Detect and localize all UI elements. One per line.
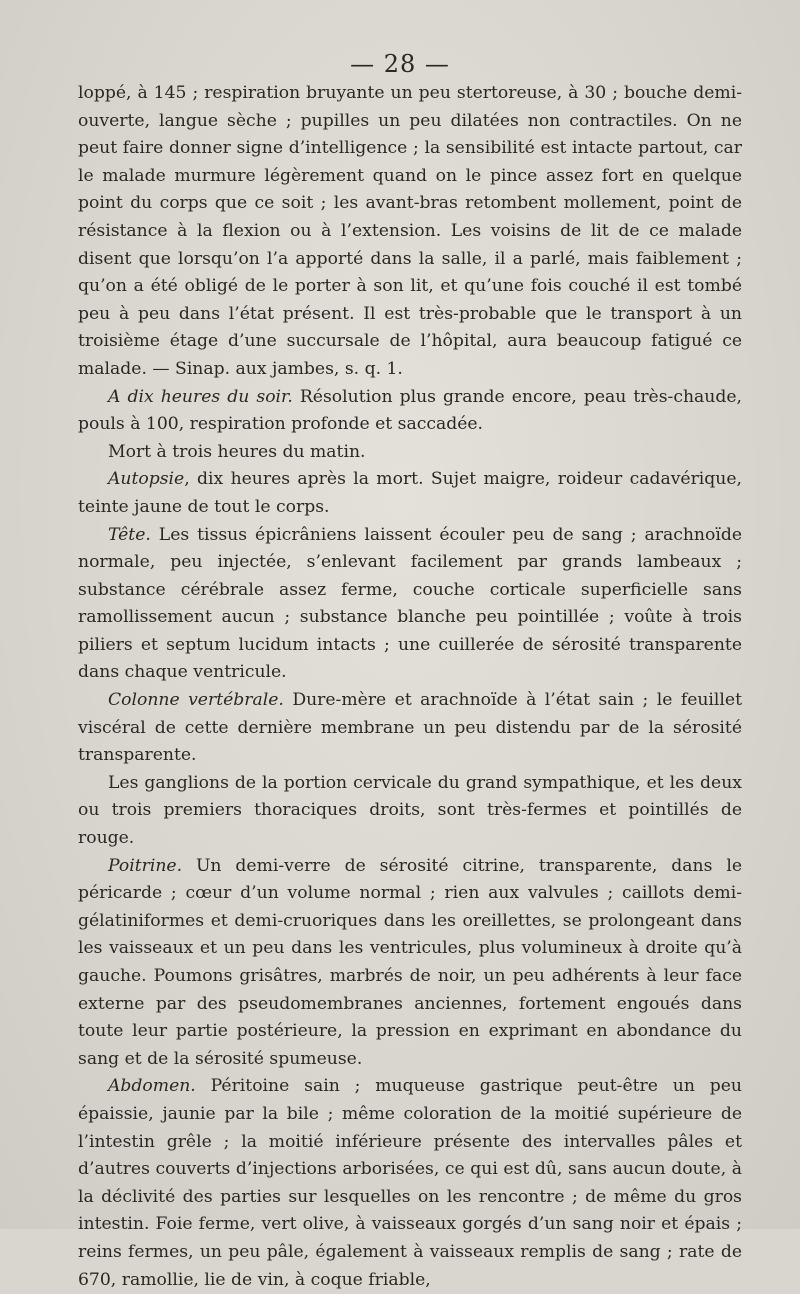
paragraph-lead: Autopsie <box>108 469 185 490</box>
paragraph-6 <box>78 687 742 770</box>
paragraph-1 <box>78 80 742 384</box>
paragraph-text: Dure-mère et arachnoïde à l’état sain ; le feuillet viscéral de cette dernière membrane un peu distendu par de la sérosité transparente. <box>78 690 742 766</box>
paragraph-text: Les ganglions de la portion cervicale du grand sympathique, et les deux ou trois premiers thoraciques droits, sont très-fermes et pointillés de rouge. <box>78 772 742 849</box>
paragraph-8 <box>78 853 742 1074</box>
paragraph-lead: Poitrine. <box>108 855 183 876</box>
paragraph-lead: Tête. <box>108 524 151 545</box>
paragraph-text: , dix heures après la mort. Sujet maigre, roideur cadavérique, teinte jaune de tout le corps. <box>78 469 742 517</box>
paragraph-text: Un demi-verre de sérosité citrine, transparente, dans le péricarde ; cœur d’un volume normal ; rien aux valvules ; caillots demi-gélatiniformes et demi-cruoriques dans les oreillettes, se prolongeant dans les vaisseaux et un peu dans les ventricules, plus volumineux à droite qu’à gauche. Poumons grisâtres, marbrés de noir, un peu adhérents à leur face externe par des pseudomembranes anciennes, fortement engoués dans toute leur partie postérieure, la pression en exprimant en abondance du sang et de la sérosité spumeuse. <box>78 855 742 1069</box>
paragraph-3 <box>78 439 742 467</box>
paragraph-5 <box>78 522 742 688</box>
paragraph-text: Mort à trois heures du matin. <box>108 441 366 462</box>
paragraph-text: Péritoine sain ; muqueuse gastrique peut-être un peu épaissie, jaunie par la bile ; même coloration de la moitié supérieure de l’intestin grêle ; la moitié inférieure présente des intervalles pâles et d’autres couverts d’injections arborisées, ce qui est dû, sans aucun doute, à la déclivité des parties sur lesquelles on les rencontre ; de même du gros intestin. Foie ferme, vert olive, à vaisseaux gorgés d’un sang noir et épais ; reins fermes, un peu pâle, également à vaisseaux remplis de sang ; rate de 670, ramollie, lie de vin, à coque friable, <box>78 1076 742 1290</box>
paragraph-4 <box>78 466 742 521</box>
paragraph-text: Les tissus épicrâniens laissent écouler peu de sang ; arachnoïde normale, peu injectée, s’enlevant facilement par grands lambeaux ; substance cérébrale assez ferme, couche corticale superficielle sans ramollissement aucun ; substance blanche peu pointillée ; voûte à trois piliers et septum lucidum intacts ; une cuillerée de sérosité transparente dans chaque ventricule. <box>78 524 742 683</box>
paragraph-2 <box>78 384 742 439</box>
body-text <box>78 80 742 1294</box>
paragraph-lead: A dix heures du soir. <box>108 386 293 407</box>
page-number: — 28 — <box>350 50 450 78</box>
paragraph-text: Résolution plus grande encore, peau très-chaude, pouls à 100, respiration profonde et saccadée. <box>78 386 742 435</box>
paragraph-text: loppé, à 145 ; respiration bruyante un peu stertoreuse, à 30 ; bouche demi-ouverte, langue sèche ; pupilles un peu dilatées non contractiles. On ne peut faire donner signe d’intelligence ; la sensibilité est intacte partout, car le malade murmure légèrement quand on le pince assez fort en quelque point du corps que ce soit ; les avant-bras retombent mollement, point de résistance à la flexion ou à l’extension. Les voisins de lit de ce malade disent que lorsqu’on l’a apporté dans la salle, il a parlé, mais faiblement ; qu’on a été obligé de le porter à son lit, et qu’une fois couché il est tombé peu à peu dans l’état présent. Il est très-probable que le transport à un troisième étage d’une succursale de l’hôpital, aura beaucoup fatigué ce malade. — Sinap. aux jambes, s. q. 1. <box>78 83 742 379</box>
paragraph-lead: Abdomen. <box>108 1076 196 1097</box>
paragraph-7 <box>78 770 742 853</box>
paragraph-lead: Colonne vertébrale. <box>108 690 284 711</box>
paragraph-9 <box>78 1073 742 1294</box>
